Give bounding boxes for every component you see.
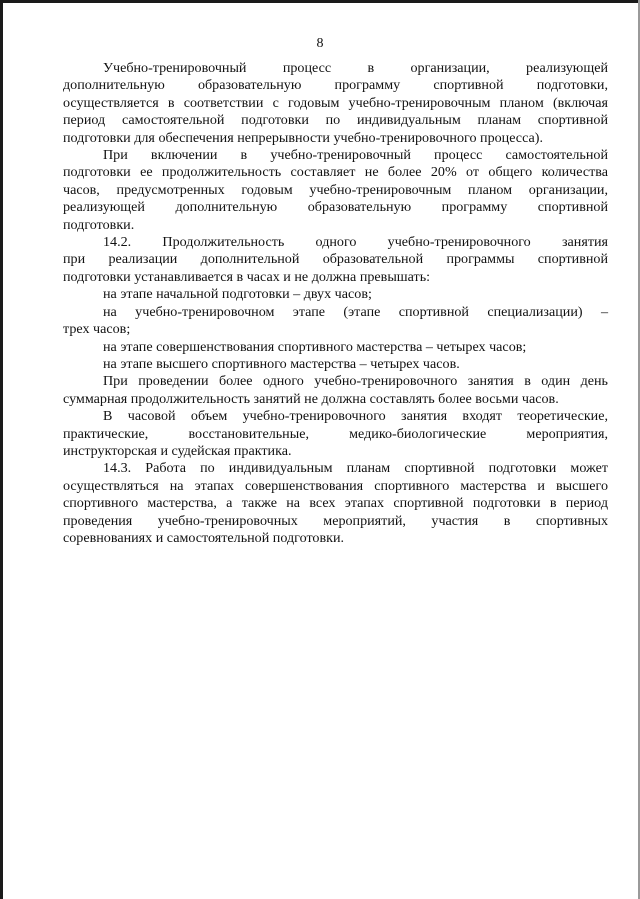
paragraph <box>63 147 608 234</box>
text-line: инструкторская и судейская практика. <box>63 442 292 459</box>
text-line: трех часов; <box>63 321 131 338</box>
text-line: В часовой объем учебно-тренировочного занятия входят теоретические, <box>103 408 608 425</box>
text-line: на учебно-тренировочном этапе (этапе спортивной специализации) – <box>103 303 608 320</box>
text-line: часов, предусмотренных годовым учебно-тренировочным планом организации, <box>63 181 608 198</box>
scan-border-top <box>0 0 640 3</box>
text-line: на этапе совершенствования спортивного мастерства – четырех часов; <box>103 338 527 355</box>
paragraph <box>63 408 608 460</box>
text-line: подготовки. <box>63 216 135 233</box>
text-line: При проведении более одного учебно-тренировочного занятия в один день <box>103 373 608 390</box>
list-item <box>63 286 608 303</box>
list-item <box>63 304 608 339</box>
text-line: осуществляется в соответствии с годовым учебно-тренировочным планом (включая <box>63 94 608 111</box>
text-line: спортивного мастерства, а также на всех этапах спортивной подготовки в период <box>63 495 608 512</box>
paragraph-14-3 <box>63 460 608 547</box>
text-line: Учебно-тренировочный процесс в организации, реализующей <box>103 60 608 76</box>
text-line: дополнительную образовательную программу спортивной подготовки, <box>63 77 608 94</box>
paragraph <box>63 60 608 147</box>
text-line: соревнованиях и самостоятельной подготовки. <box>63 529 345 546</box>
scan-border-left <box>0 0 3 899</box>
list-item <box>63 356 608 373</box>
text-line: на этапе начальной подготовки – двух часов; <box>103 286 372 303</box>
text-line: подготовки для обеспечения непрерывности учебно-тренировочного процесса). <box>63 129 543 146</box>
text-line: 14.2. Продолжительность одного учебно-тренировочного занятия <box>103 234 608 251</box>
paragraph-14-2 <box>63 234 608 286</box>
page-number: 8 <box>316 36 324 51</box>
document-body <box>63 60 608 547</box>
text-line: подготовки устанавливается в часах и не должна превышать: <box>63 268 431 285</box>
text-line: проведения учебно-тренировочных мероприятий, участия в спортивных <box>63 512 608 529</box>
text-line: осуществляться на этапах совершенствования спортивного мастерства и высшего <box>63 477 608 494</box>
text-line: 14.3. Работа по индивидуальным планам спортивной подготовки может <box>103 460 608 477</box>
text-line: практические, восстановительные, медико-биологические мероприятия, <box>63 425 608 442</box>
text-line: суммарная продолжительность занятий не должна составлять более восьми часов. <box>63 390 559 407</box>
text-line: период самостоятельной подготовки по индивидуальным планам спортивной <box>63 112 608 129</box>
paragraph <box>63 373 608 408</box>
text-line: при реализации дополнительной образовательной программы спортивной <box>63 251 608 268</box>
text-line: подготовки ее продолжительность составляет не более 20% от общего количества <box>63 164 608 181</box>
text-line: на этапе высшего спортивного мастерства – четырех часов. <box>103 355 460 372</box>
list-item <box>63 339 608 356</box>
text-line: При включении в учебно-тренировочный процесс самостоятельной <box>103 147 608 164</box>
text-line: реализующей дополнительную образовательную программу спортивной <box>63 199 608 216</box>
